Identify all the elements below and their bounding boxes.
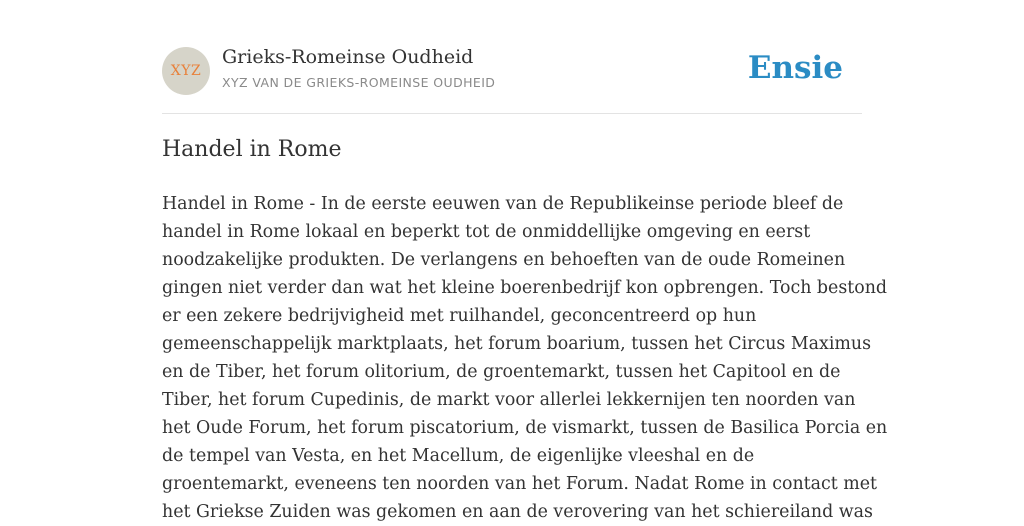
article-line: het Oude Forum, het forum piscatorium, de vismarkt, tussen de Basilica Porcia en xyxy=(162,418,888,438)
article-line: handel in Rome lokaal en beperkt tot de onmiddellijke omgeving en eerst xyxy=(162,222,811,242)
source-title[interactable]: Grieks-Romeinse Oudheid xyxy=(222,46,474,68)
article-line: groentemarkt, eveneens ten noorden van het Forum. Nadat Rome in contact met xyxy=(162,474,878,494)
article-line: gemeenschappelijk marktplaats, het forum boarium, tussen het Circus Maximus xyxy=(162,334,872,354)
article-line: gingen niet verder dan wat het kleine boerenbedrijf kon opbrengen. Toch bestond xyxy=(162,278,888,298)
article-line: er een zekere bedrijvigheid met ruilhandel, geconcentreerd op hun xyxy=(162,306,757,326)
source-header xyxy=(162,46,862,96)
source-avatar[interactable] xyxy=(162,47,210,95)
page xyxy=(162,0,888,522)
article-line: Tiber, het forum Cupedinis, de markt voor allerlei lekkernijen ten noorden van xyxy=(162,390,856,410)
article-line: noodzakelijke produkten. De verlangens en behoeften van de oude Romeinen xyxy=(162,250,846,270)
header-divider xyxy=(162,113,862,114)
source-subtitle: XYZ VAN DE GRIEKS-ROMEINSE OUDHEID xyxy=(222,75,496,90)
brand-logo[interactable]: Ensie xyxy=(747,50,843,86)
article-line: en de Tiber, het forum olitorium, de groentemarkt, tussen het Capitool en de xyxy=(162,362,841,382)
article-title: Handel in Rome xyxy=(162,137,342,162)
avatar-text: XYZ xyxy=(170,63,202,79)
article-line: Handel in Rome - In de eerste eeuwen van de Republikeinse periode bleef de xyxy=(162,194,844,214)
article-line: de tempel van Vesta, en het Macellum, de eigenlijke vleeshal en de xyxy=(162,446,755,466)
article-body xyxy=(162,190,888,526)
article-line: het Griekse Zuiden was gekomen en aan de verovering van het schiereiland was xyxy=(162,502,873,522)
